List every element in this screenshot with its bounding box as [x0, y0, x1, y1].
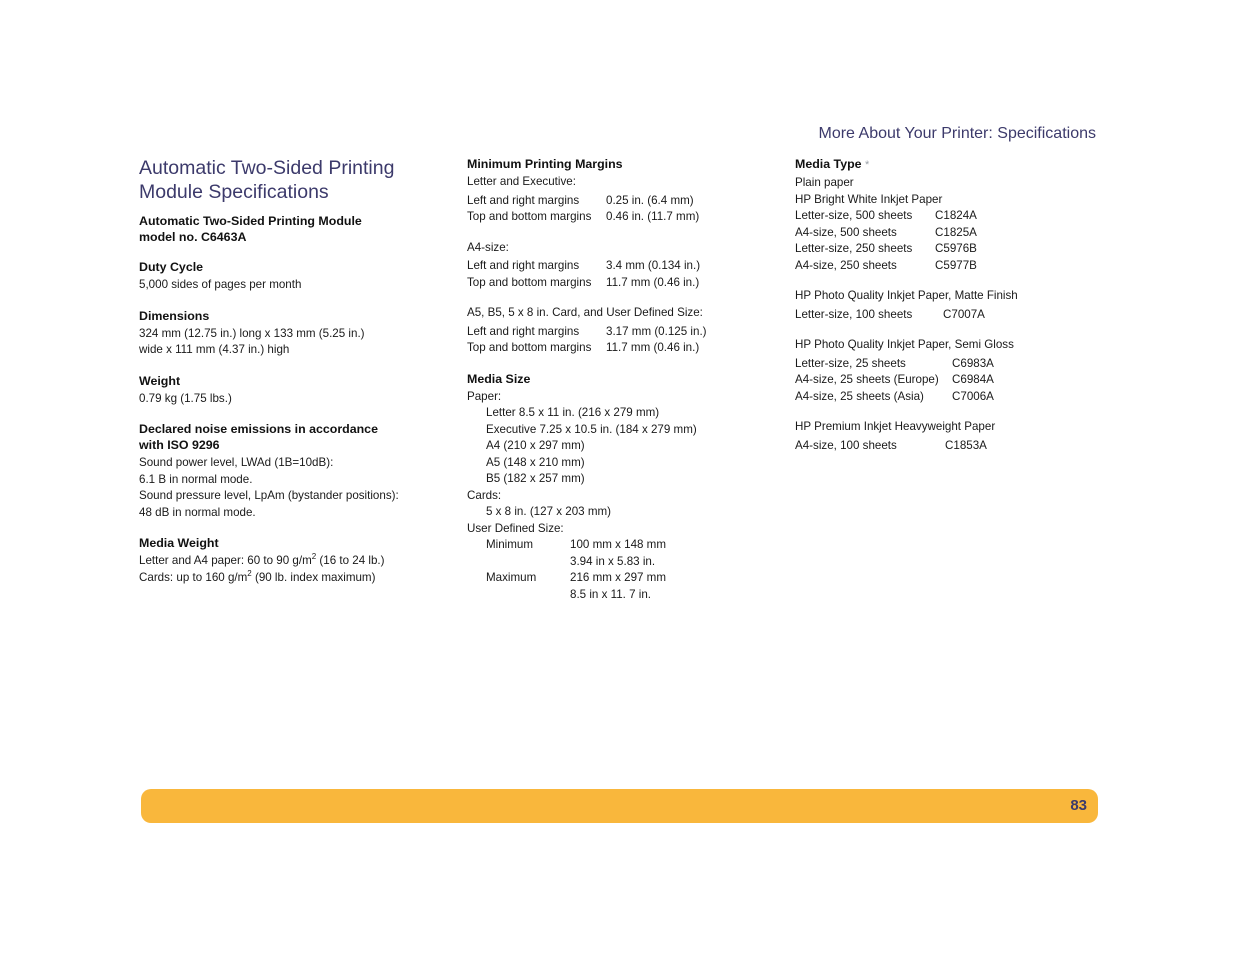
footer-bar — [141, 789, 1098, 823]
margin-group-label: A5, B5, 5 x 8 in. Card, and User Defined Size: — [467, 306, 703, 319]
duty-cycle-block — [139, 259, 429, 294]
noise-line: 6.1 B in normal mode. — [139, 472, 253, 486]
media-row-part-number: C1853A — [945, 438, 987, 452]
paper-size-item: Executive 7.25 x 10.5 in. (184 x 279 mm) — [486, 422, 697, 436]
margin-row — [467, 275, 767, 292]
asterisk-icon: * — [865, 159, 870, 171]
user-max-row-2 — [467, 587, 767, 604]
media-row — [795, 356, 1115, 373]
margin-row-label: Left and right margins — [467, 193, 580, 207]
cards-label: Cards: — [467, 488, 502, 502]
media-row — [795, 208, 1115, 225]
margin-group-label: A4-size: — [467, 240, 509, 254]
media-row-label: A4-size, 25 sheets (Asia) — [795, 389, 924, 403]
media-row-label: Letter-size, 25 sheets — [795, 356, 906, 370]
duty-cycle-heading: Duty Cycle — [139, 260, 204, 274]
dimensions-line: wide x 111 mm (4.37 in.) high — [139, 343, 290, 356]
margin-row-label: Left and right margins — [467, 259, 580, 272]
user-min-row-2 — [467, 554, 767, 571]
media-weight-heading: Media Weight — [139, 536, 219, 550]
model-heading — [139, 213, 429, 245]
user-defined-label: User Defined Size: — [467, 521, 564, 535]
model-heading-line: Automatic Two-Sided Printing Module — [139, 214, 362, 228]
media-row-label: A4-size, 500 sheets — [795, 225, 897, 239]
column-margins-and-size — [467, 156, 767, 603]
user-min-value: 100 mm x 148 mm — [570, 538, 666, 551]
margin-row-label: Left and right margins — [467, 324, 580, 338]
cards-item: 5 x 8 in. (127 x 203 mm) — [486, 505, 612, 518]
column-module-specs — [139, 156, 429, 600]
user-max-label: Maximum — [486, 571, 537, 584]
media-row-label: A4-size, 100 sheets — [795, 438, 897, 452]
margin-row-value: 0.25 in. (6.4 mm) — [606, 193, 694, 207]
model-block — [139, 213, 429, 245]
margin-row-value: 3.4 mm (0.134 in.) — [606, 259, 701, 272]
margin-groups — [467, 174, 767, 371]
user-min-label: Minimum — [486, 538, 534, 551]
paper-size-item: B5 (182 x 257 mm) — [486, 472, 585, 485]
media-row — [795, 372, 1115, 389]
media-type-groups — [795, 192, 1115, 455]
media-weight-block — [139, 535, 429, 586]
margin-row — [467, 258, 767, 275]
media-row-part-number: C1824A — [935, 209, 977, 222]
paper-label: Paper: — [467, 389, 502, 403]
media-group-label: HP Premium Inkjet Heavyweight Paper — [795, 420, 996, 433]
margin-row-value: 0.46 in. (11.7 mm) — [606, 210, 700, 223]
margin-row-value: 11.7 mm (0.46 in.) — [606, 275, 700, 289]
noise-line: Sound pressure level, LpAm (bystander positions): — [139, 489, 399, 502]
margin-group-label: Letter and Executive: — [467, 175, 576, 188]
page-number: 83 — [1070, 797, 1087, 814]
media-row — [795, 307, 1115, 324]
media-weight-line: Cards: up to 160 $g/m^2$ (90 lb. index maximum) — [139, 568, 376, 584]
media-row — [795, 241, 1115, 258]
noise-block — [139, 421, 429, 521]
dimensions-line: 324 mm (12.75 in.) long x 133 mm (5.25 in.) — [139, 326, 365, 340]
margin-row-value: 3.17 mm (0.125 in.) — [606, 324, 707, 338]
media-row — [795, 438, 1115, 455]
media-row-label: A4-size, 25 sheets (Europe) — [795, 373, 939, 386]
user-max-value: 216 mm x 297 mm — [570, 571, 666, 584]
media-row — [795, 258, 1115, 275]
margin-row — [467, 324, 767, 341]
model-heading-line: model no. C6463A — [139, 230, 247, 244]
media-row-part-number: C1825A — [935, 225, 977, 239]
media-row-part-number: C5976B — [935, 242, 977, 255]
paper-size-item: A4 (210 x 297 mm) — [486, 439, 585, 452]
media-row-part-number: C6983A — [952, 356, 994, 370]
media-size-heading: Media Size — [467, 371, 531, 386]
noise-heading-line: with ISO 9296 — [139, 438, 220, 452]
section-title-line: Module Specifications — [139, 181, 329, 203]
page-header-title: More About Your Printer: Specifications — [818, 125, 1096, 142]
dimensions-heading: Dimensions — [139, 308, 210, 323]
user-max-row — [467, 570, 767, 587]
margin-row-label: Top and bottom margins — [467, 275, 592, 289]
dimensions-block — [139, 308, 429, 359]
user-min-value: 3.94 in x 5.83 in. — [570, 554, 656, 568]
paper-items — [467, 405, 767, 488]
margin-row-label: Top and bottom margins — [467, 210, 592, 223]
plain-paper-label: Plain paper — [795, 176, 854, 189]
media-row — [795, 225, 1115, 242]
media-row — [795, 389, 1115, 406]
media-row-label: Letter-size, 500 sheets — [795, 209, 913, 222]
noise-heading — [139, 421, 429, 453]
margin-row-value: 11.7 mm (0.46 in.) — [606, 341, 700, 354]
media-row-label: Letter-size, 100 sheets — [795, 307, 913, 321]
weight-heading: Weight — [139, 373, 181, 388]
margin-row — [467, 209, 767, 226]
media-group-label: HP Photo Quality Inkjet Paper, Matte Finish — [795, 289, 1018, 302]
column-media-type — [795, 156, 1115, 454]
noise-heading-line: Declared noise emissions in accordance — [139, 422, 378, 436]
section-title-line: Automatic Two-Sided Printing — [139, 157, 395, 179]
margins-heading: Minimum Printing Margins — [467, 157, 623, 171]
media-group-label: HP Bright White Inkjet Paper — [795, 192, 943, 206]
margin-row — [467, 193, 767, 210]
paper-size-item: A5 (148 x 210 mm) — [486, 455, 585, 469]
media-row-part-number: C5977B — [935, 258, 977, 272]
noise-line: 48 dB in normal mode. — [139, 505, 256, 519]
media-row-label: Letter-size, 250 sheets — [795, 242, 913, 255]
margin-row-label: Top and bottom margins — [467, 341, 592, 354]
duty-cycle-text: 5,000 sides of pages per month — [139, 278, 302, 291]
media-weight-line: Letter and A4 paper: 60 to 90 $g/m^2$ (16 to 24 lb.) — [139, 552, 385, 567]
media-row-part-number: C7006A — [952, 389, 994, 403]
user-max-value: 8.5 in x 11. 7 in. — [570, 587, 651, 601]
margin-row — [467, 340, 767, 357]
section-title — [139, 156, 429, 204]
weight-block — [139, 373, 429, 408]
user-min-row — [467, 537, 767, 554]
weight-text: 0.79 kg (1.75 lbs.) — [139, 391, 232, 405]
media-type-heading: Media Type * — [795, 157, 870, 171]
paper-size-item: Letter 8.5 x 11 in. (216 x 279 mm) — [486, 406, 660, 419]
noise-line: Sound power level, LWAd (1B=10dB): — [139, 456, 334, 469]
media-row-part-number: C7007A — [943, 307, 985, 321]
media-row-part-number: C6984A — [952, 373, 994, 386]
media-group-label: HP Photo Quality Inkjet Paper, Semi Gloss — [795, 338, 1014, 351]
media-row-label: A4-size, 250 sheets — [795, 258, 897, 272]
